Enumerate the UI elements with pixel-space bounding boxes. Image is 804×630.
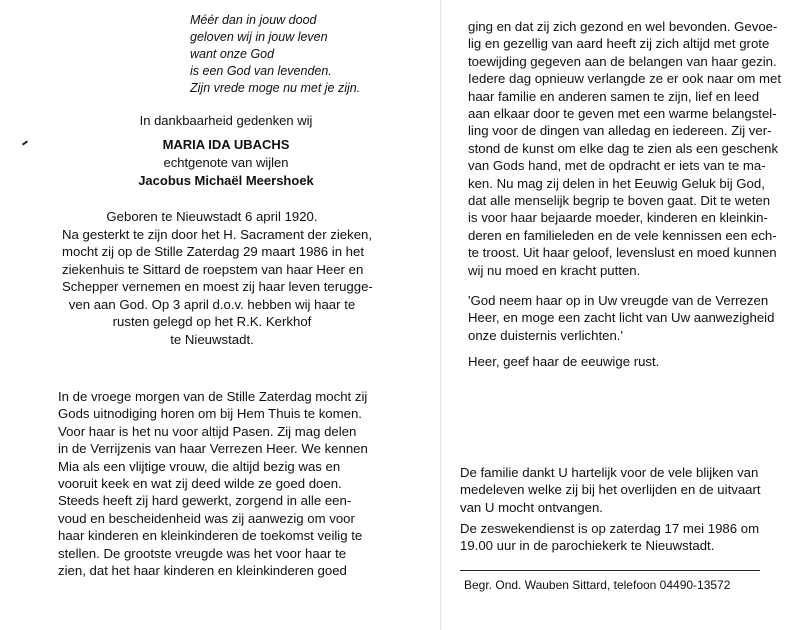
dedication-intro: In dankbaarheid gedenken wij (139, 113, 313, 128)
divider (460, 570, 760, 571)
text-line: Na gesterkt te zijn door het H. Sacrament der zieken, (62, 226, 373, 242)
text-line: in de Verrijzenis van haar Verrezen Heer. We kennen (58, 441, 368, 457)
text-line: zien, dat het haar kinderen en kleinkinderen goed (58, 563, 347, 579)
text-line: deren en familieleden en de vele kennissen een ech- (468, 227, 777, 243)
prayer (468, 292, 798, 344)
text-line: haar familie en anderen samen te zijn, lief en leed (468, 88, 760, 104)
text-line: is voor haar bejaarde moeder, kinderen en kleinkin- (468, 210, 768, 226)
story-paragraph (58, 388, 378, 579)
text-line: stond de kunst om elke dag te zien als een geschenk (468, 140, 779, 156)
poem-line: Zijn vrede moge nu met je zijn. (190, 81, 361, 95)
text-line: De familie dankt U hartelijk voor de vele blijken van (460, 465, 759, 480)
text-line: toewijding gegeven aan de belangen van haar gezin. (468, 53, 777, 69)
text-line: Gods uitnodiging horen om bij Hem Thuis te komen. (58, 406, 362, 422)
text-line: Voor haar is het nu voor altijd Pasen. Zij mag delen (58, 423, 357, 439)
text-line: In de vroege morgen van de Stille Zaterdag mocht zij (58, 389, 368, 404)
text-line: ken. Nu mag zij delen in het Eeuwig Geluk bij God, (468, 175, 765, 191)
text-line: vooruit keek en wat zij deed wilde ze goed doen. (58, 476, 342, 492)
poem-line: geloven wij in jouw leven (190, 30, 328, 44)
text-line: Iedere dag opnieuw verlangde ze er ook naar om met (468, 71, 782, 87)
poem-line: want onze God (190, 47, 275, 61)
poem (190, 12, 390, 97)
right-panel (450, 0, 804, 630)
text-line: onze duisternis verlichten.' (468, 327, 623, 343)
eternal-rest-line: Heer, geef haar de eeuwige rust. (468, 354, 660, 369)
thanks-paragraph (460, 464, 800, 516)
text-line: Heer, en moge een zacht licht van Uw aanwezigheid (468, 310, 775, 326)
text-line: te Nieuwstadt. (170, 331, 254, 347)
text-line: van Gods hand, met de opdracht er iets van te ma- (468, 158, 766, 174)
text-line: voud en bescheidenheid was zij aanwezig om voor (58, 510, 355, 526)
text-line: haar kinderen en kleinkinderen de toekomst veilig te (58, 528, 363, 544)
text-line: dat alle menselijk begrip te boven gaat. Dit te weten (468, 193, 771, 209)
text-line: ling voor de dingen van alledag en iedereen. Zij ver- (468, 123, 772, 139)
birth-death-paragraph (62, 208, 373, 348)
text-line: ging en dat zij zich gezond en wel bevonden. Gevoe- (468, 19, 778, 34)
relation-text: echtgenote van wijlen (163, 155, 289, 170)
text-line: Schepper vernemen en moest zij haar leven terugge- (62, 279, 373, 294)
card-fold-line (440, 0, 441, 630)
story-continuation (468, 18, 798, 279)
text-line: Geboren te Nieuwstadt 6 april 1920. (106, 209, 318, 224)
poem-line: is een God van levenden. (190, 64, 332, 78)
service-notice (460, 520, 800, 555)
text-line: mocht zij op de Stille Zaterdag 29 maart 1986 in het (62, 244, 365, 259)
text-line: 'God neem haar op in Uw vreugde van de Verrezen (468, 293, 769, 308)
text-line: lig en gezellig van aard heeft zij zich altijd met grote (468, 36, 770, 52)
text-line: De zeswekendienst is op zaterdag 17 mei 1986 om (460, 521, 760, 536)
text-line: ven aan God. Op 3 april d.o.v. hebben wij haar te (68, 296, 356, 312)
text-line: rusten gelegd op het R.K. Kerkhof (112, 314, 312, 329)
text-line: stellen. De grootste vreugde was het voor haar te (58, 545, 347, 561)
text-line: Steeds heeft zij hard gewerkt, zorgend in alle een- (58, 493, 352, 509)
dedication (98, 112, 354, 190)
deceased-name: MARIA IDA UBACHS (162, 137, 290, 152)
text-line: aan elkaar door te geven met een warme belangstel- (468, 106, 777, 122)
text-line: van U mocht ontvangen. (460, 499, 603, 515)
undertaker-credit: Begr. Ond. Wauben Sittard, telefoon 04490-13572 (464, 578, 731, 592)
poem-line: Méér dan in jouw dood (190, 13, 317, 27)
text-line: te troost. Uit haar geloof, levenslust en moed kunnen (468, 245, 777, 261)
spouse-name: Jacobus Michaël Meershoek (138, 173, 314, 188)
text-line: 19.00 uur in de parochiekerk te Nieuwstadt. (460, 538, 715, 554)
text-line: Mia als een vlijtige vrouw, die altijd bezig was en (58, 458, 341, 474)
text-line: wij nu moed en kracht putten. (468, 262, 641, 278)
text-line: medeleven welke zij bij het overlijden en de uitvaart (460, 482, 761, 498)
text-line: ziekenhuis te Sittard de roepstem van haar Heer en (62, 261, 364, 277)
